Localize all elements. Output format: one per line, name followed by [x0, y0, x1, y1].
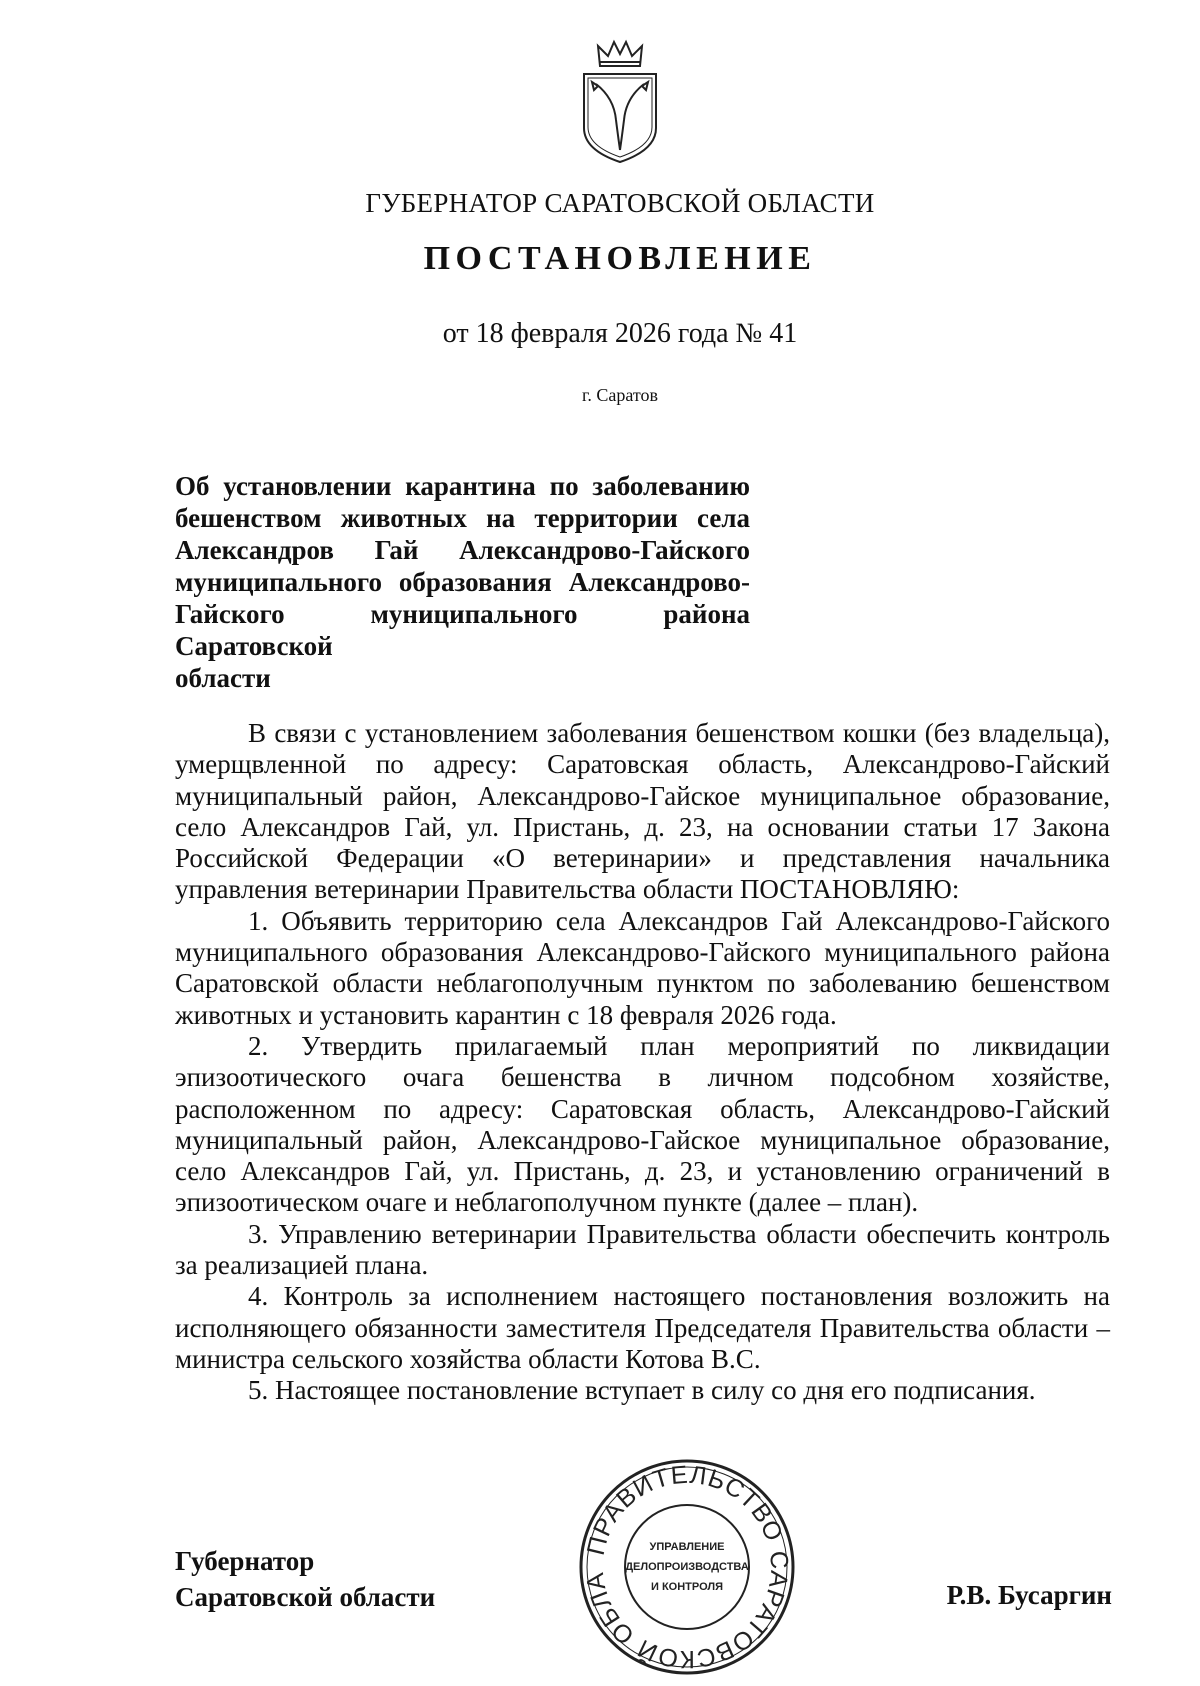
- signatory-position-line: Губернатор: [175, 1546, 315, 1576]
- subject-line: Об установлении карантина по заболеванию: [175, 471, 750, 501]
- signatory-position-line: Саратовской области: [175, 1582, 436, 1612]
- seal-center-text: И КОНТРОЛЯ: [651, 1581, 723, 1593]
- official-seal: [577, 1457, 797, 1677]
- subject-line: Александров Гай Александрово-Гайского: [175, 535, 750, 565]
- seal-center-text: УПРАВЛЕНИЕ: [649, 1541, 725, 1553]
- seal-ring-text: ПРАВИТЕЛЬСТВО САРАТОВСКОЙ ОБЛА: [580, 1460, 794, 1674]
- document-body: [175, 718, 1110, 1407]
- signatory-position: [175, 1543, 435, 1615]
- subject-line: Гайского муниципального района Саратовской: [175, 599, 750, 661]
- seal-center-text: ДЕЛОПРОИЗВОДСТВА: [625, 1561, 749, 1573]
- resolution-item: 4. Контроль за исполнением настоящего постановления возложить на исполняющего обязанности заместителя Председателя Правительства области – министра сельского хозяйства области Котова В.С.: [175, 1281, 1110, 1374]
- document-subject: [175, 470, 750, 694]
- subject-line: муниципального образования Александрово-: [175, 567, 750, 597]
- resolution-item: 1. Объявить территорию села Александров Гай Александрово-Гайского муниципального образования Александрово-Гайского муниципального района Саратовской области неблагополучным пунктом по заболеванию бешенством животных и установить карантин с 18 февраля 2026 года.: [175, 905, 1110, 1030]
- document-type-title: ПОСТАНОВЛЕНИЕ: [423, 240, 817, 277]
- subject-line: бешенством животных на территории села: [175, 503, 750, 533]
- signatory-name: Р.В. Бусаргин: [946, 1580, 1112, 1610]
- subject-line: области: [175, 663, 271, 693]
- document-place: г. Саратов: [582, 385, 658, 405]
- resolution-item: 5. Настоящее постановление вступает в силу со дня его подписания.: [248, 1375, 1036, 1406]
- preamble-paragraph: В связи с установлением заболевания бешенством кошки (без владельца), умерщвленной по адресу: Саратовская область, Александрово-Гайский муниципальный район, Александрово-Гайское муниципальное образование, село Александров Гай, ул. Пристань, д. 23, на основании статьи 17 Закона Российской Федерации «О ветеринарии» и представления начальника управления ветеринарии Правительства области ПОСТАНОВЛЯЮ:: [175, 718, 1110, 905]
- resolution-item: 3. Управлению ветеринарии Правительства области обеспечить контроль за реализацией плана.: [175, 1218, 1110, 1281]
- resolution-item: 2. Утвердить прилагаемый план мероприятий по ликвидации эпизоотического очага бешенства в личном подсобном хозяйстве, расположенном по адресу: Саратовская область, Александрово-Гайский муниципальный район, Александрово-Гайское муниципальное образование, село Александров Гай, ул. Пристань, д. 23, и установлению ограничений в эпизоотическом очаге и неблагополучном пункте (далее – план).: [175, 1030, 1110, 1218]
- issuing-authority: ГУБЕРНАТОР САРАТОВСКОЙ ОБЛАСТИ: [365, 188, 875, 218]
- coat-of-arms-icon: [578, 38, 662, 166]
- document-date-number: от 18 февраля 2026 года № 41: [442, 318, 798, 349]
